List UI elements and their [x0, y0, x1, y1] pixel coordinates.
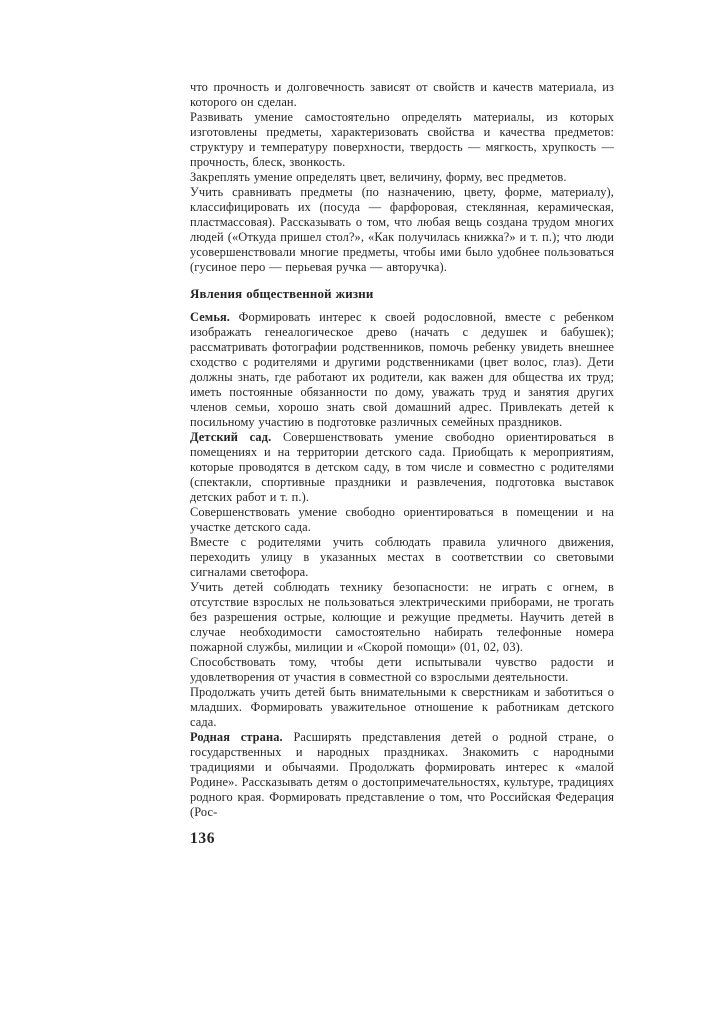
paragraph — [190, 110, 614, 170]
paragraph — [190, 170, 614, 185]
paragraph-text: Учить детей соблюдать технику безопасности: не играть с огнем, в отсутствие взрослых не пользоваться электрическими приборами, не трогать без разрешения острые, колющие и режущие предметы. Научить детей в случае необходимости самостоятельно набирать телефонные номера пожарной службы, милиции и «Скорой помощи» (01, 02, 03). — [190, 580, 614, 654]
paragraph-text: что прочность и долговечность зависят от свойств и качеств материала, из которого он сделан. — [190, 80, 614, 109]
paragraph — [190, 535, 614, 580]
paragraph-text: Способствовать тому, чтобы дети испытывали чувство радости и удовлетворения от участия в совместной со взрослыми деятельности. — [190, 655, 614, 684]
paragraph — [190, 730, 614, 820]
paragraph-lead: Семья. — [190, 310, 230, 324]
paragraph — [190, 430, 614, 505]
paragraph — [190, 505, 614, 535]
paragraph-text: Развивать умение самостоятельно определять материалы, из которых изготовлены предметы, характеризовать свойства и качества предметов: структуру и температуру поверхности, твердость — мягкость, хрупкость — прочность, блеск, звонкость. — [190, 110, 614, 169]
paragraph — [190, 310, 614, 430]
paragraph-text: Совершенствовать умение свободно ориентироваться в помещениях и на территории детского сада. Приобщать к мероприятиям, которые проводятся в детском саду, в том числе и совместно с родителями (спектакли, спортивные праздники и развлечения, подготовка выставок детских работ и т. п.). — [190, 430, 614, 504]
paragraph-text: Закреплять умение определять цвет, величину, форму, вес предметов. — [190, 170, 567, 184]
section-heading: Явления общественной жизни — [190, 287, 374, 301]
paragraph — [190, 185, 614, 275]
paragraph-text: Формировать интерес к своей родословной, вместе с ребенком изображать генеалогическое древо (начать с дедушек и бабушек); рассматривать фотографии родственников, помочь ребенку увидеть внешнее сходство с родителями и другими родственниками (цвет волос, глаз). Дети должны знать, где работают их родители, как важен для общества их труд; иметь постоянные обязанности по дому, уважать труд и занятия других членов семьи, хорошо знать свой домашний адрес. Привлекать детей к посильному участию в подготовке различных семейных праздников. — [190, 310, 614, 429]
paragraph-text: Продолжать учить детей быть внимательными к сверстникам и заботиться о младших. Формировать уважительное отношение к работникам детского сада. — [190, 685, 614, 729]
paragraph — [190, 580, 614, 655]
paragraph-text: Вместе с родителями учить соблюдать правила уличного движения, переходить улицу в указанных местах в соответствии со световыми сигналами светофора. — [190, 535, 614, 579]
text-column — [190, 80, 614, 846]
paragraph-lead: Детский сад. — [190, 430, 272, 444]
page-number: 136 — [190, 830, 216, 847]
paragraph — [190, 655, 614, 685]
paragraph-text: Учить сравнивать предметы (по назначению, цвету, форме, материалу), классифицировать их (посуда — фарфоровая, стеклянная, керамическая, пластмассовая). Рассказывать о том, что любая вещь создана трудом многих людей («Откуда пришел стол?», «Как получилась книжка?» и т. п.); что люди усовершенствовали многие предметы, чтобы ими было удобнее пользоваться (гусиное перо — перьевая ручка — авторучка). — [190, 185, 614, 274]
paragraph — [190, 80, 614, 110]
paragraph-lead: Родная страна. — [190, 730, 283, 744]
paragraph-text: Совершенствовать умение свободно ориентироваться в помещении и на участке детского сада. — [190, 505, 614, 534]
paragraph-text: Расширять представления детей о родной стране, о государственных и народных праздниках. Знакомить с народными традициями и обычаями. Продолжать формировать интерес к «малой Родине». Рассказывать детям о достопримечательностях, культуре, традициях родного края. Формировать представление о том, что Российская Федерация (Рос- — [190, 730, 614, 819]
paragraph — [190, 685, 614, 730]
